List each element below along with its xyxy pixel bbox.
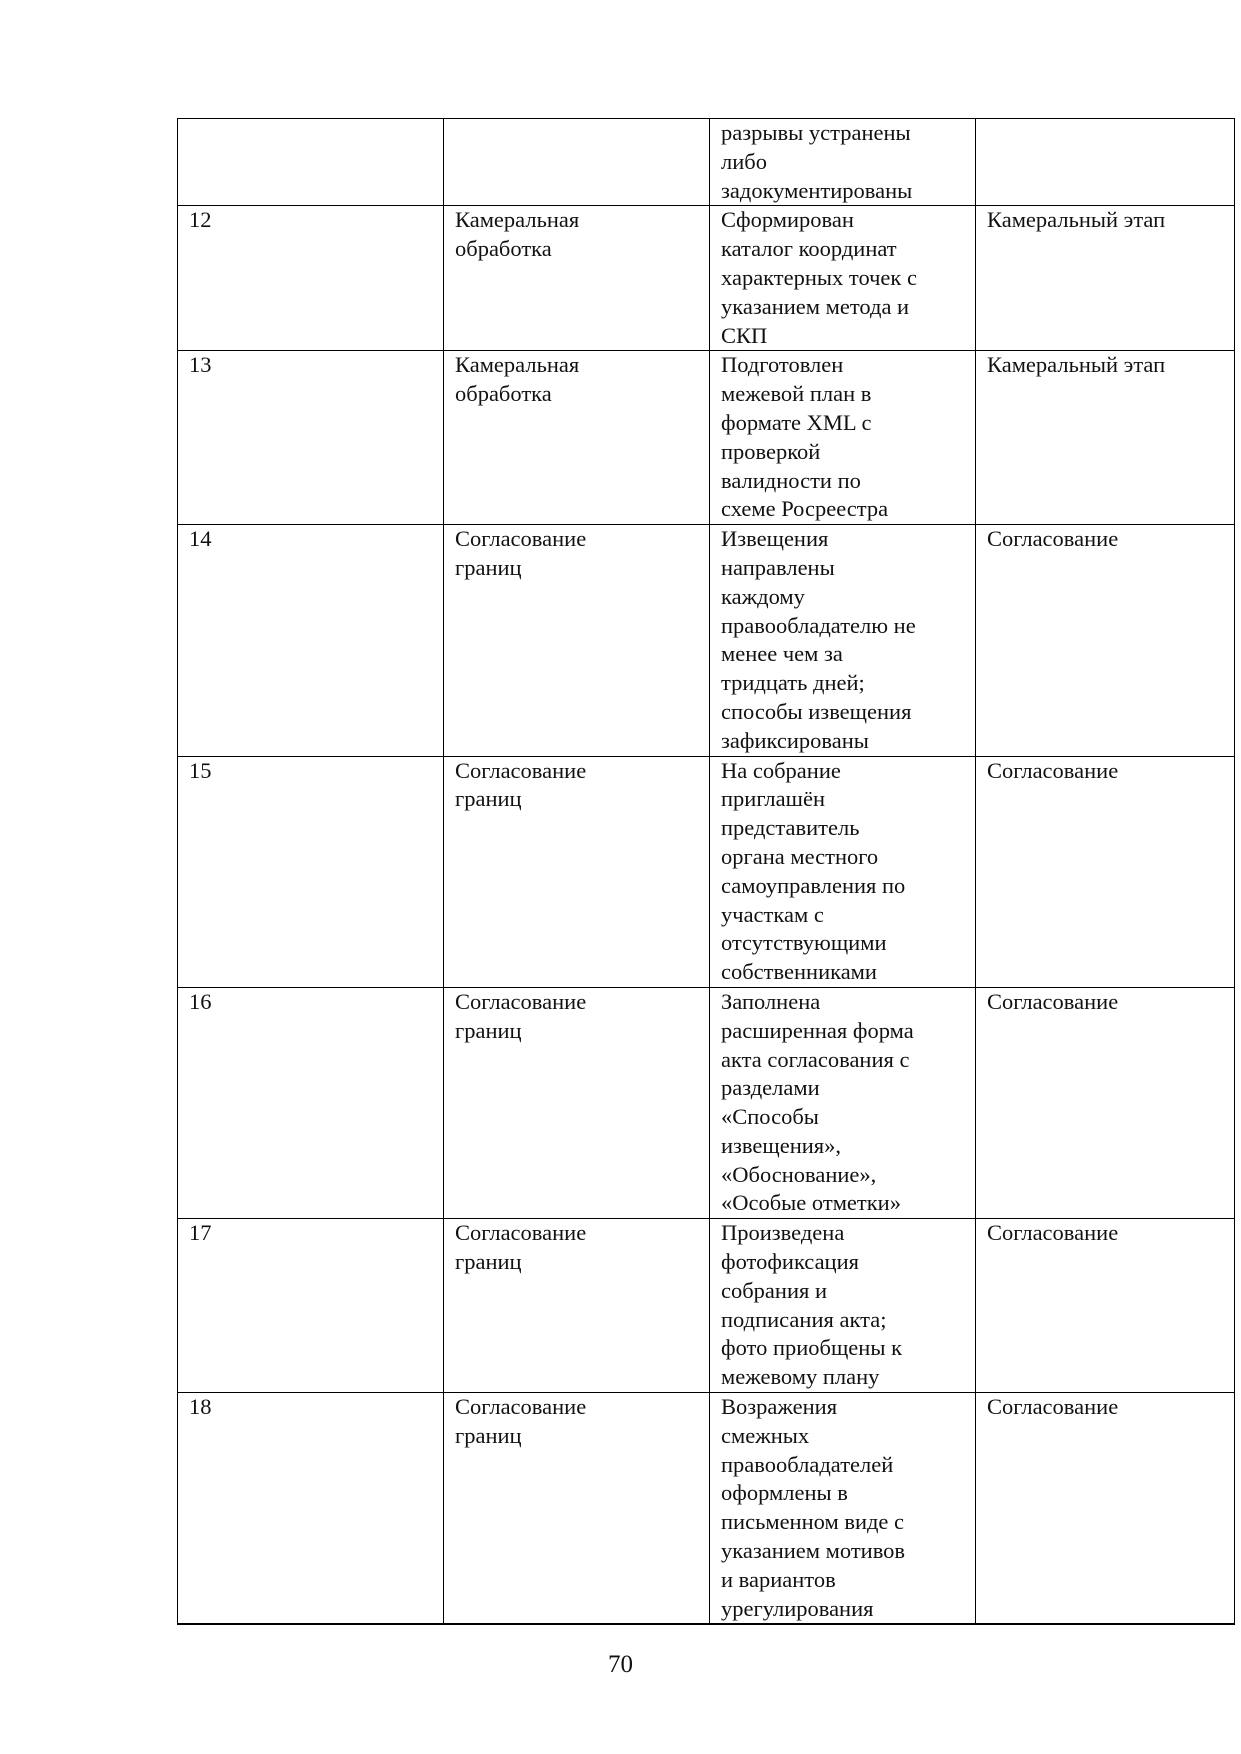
phase-cell: Согласование: [976, 1219, 1235, 1393]
row-number-cell: 13: [178, 351, 444, 525]
criterion-cell: разрывы устранены либо задокументированы: [710, 119, 976, 206]
table-row: [178, 1219, 1235, 1393]
table-row: [178, 206, 1235, 351]
phase-cell: Камеральный этап: [976, 206, 1235, 351]
phase-cell: Согласование: [976, 987, 1235, 1218]
row-number-cell: 12: [178, 206, 444, 351]
phase-cell: Согласование: [976, 1393, 1235, 1625]
checklist-table: [177, 118, 1235, 1625]
checklist-table-body: [178, 119, 1235, 1625]
table-row: [178, 525, 1235, 756]
criterion-cell: Сформирован каталог координат характерных точек с указанием метода и СКП: [710, 206, 976, 351]
table-row: [178, 987, 1235, 1218]
row-number-cell: [178, 119, 444, 206]
criterion-cell: На собрание приглашён представитель органа местного самоуправления по участкам с отсутствующими собственниками: [710, 756, 976, 987]
row-number-cell: 17: [178, 1219, 444, 1393]
stage-cell: Камеральная обработка: [444, 351, 710, 525]
phase-cell: Камеральный этап: [976, 351, 1235, 525]
phase-cell: [976, 119, 1235, 206]
row-number-cell: 18: [178, 1393, 444, 1625]
criterion-cell: Возражения смежных правообладателей оформлены в письменном виде с указанием мотивов и вариантов урегулирования: [710, 1393, 976, 1625]
criterion-cell: Произведена фотофиксация собрания и подписания акта; фото приобщены к межевому плану: [710, 1219, 976, 1393]
stage-cell: Согласование границ: [444, 756, 710, 987]
stage-cell: Согласование границ: [444, 1219, 710, 1393]
row-number-cell: 16: [178, 987, 444, 1218]
criterion-cell: Подготовлен межевой план в формате XML с проверкой валидности по схеме Росреестра: [710, 351, 976, 525]
criterion-cell: Извещения направлены каждому правообладателю не менее чем за тридцать дней; способы извещения зафиксированы: [710, 525, 976, 756]
stage-cell: Согласование границ: [444, 1393, 710, 1625]
phase-cell: Согласование: [976, 756, 1235, 987]
table-row: [178, 351, 1235, 525]
stage-cell: Камеральная обработка: [444, 206, 710, 351]
row-number-cell: 15: [178, 756, 444, 987]
phase-cell: Согласование: [976, 525, 1235, 756]
table-row: [178, 119, 1235, 206]
table-row: [178, 756, 1235, 987]
stage-cell: [444, 119, 710, 206]
table-row: [178, 1393, 1235, 1625]
stage-cell: Согласование границ: [444, 987, 710, 1218]
criterion-cell: Заполнена расширенная форма акта согласования с разделами «Способы извещения», «Обоснование», «Особые отметки»: [710, 987, 976, 1218]
page-number: 70: [608, 1651, 633, 1678]
row-number-cell: 14: [178, 525, 444, 756]
stage-cell: Согласование границ: [444, 525, 710, 756]
